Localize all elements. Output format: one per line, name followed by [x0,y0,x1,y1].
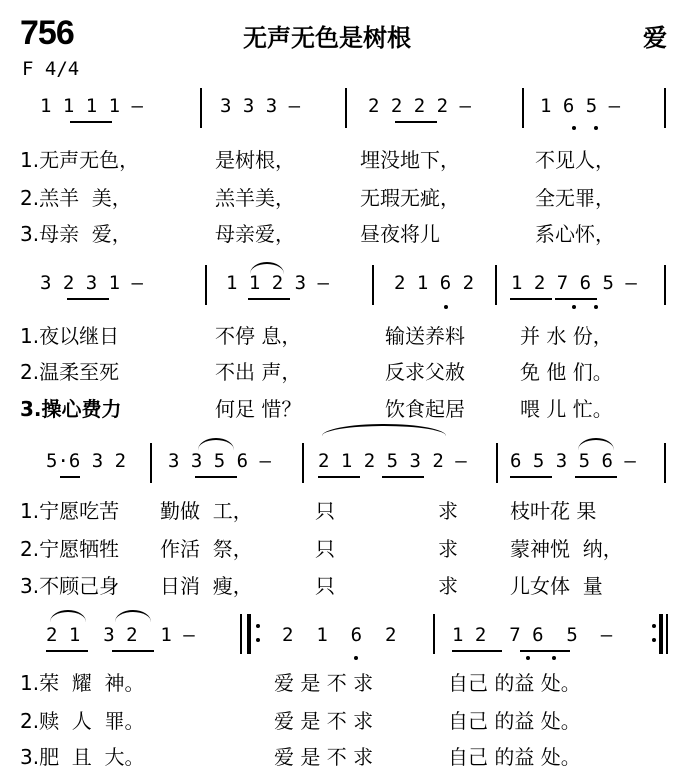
barline [664,265,666,305]
hymn-title: 无声无色是树根 [243,24,411,52]
lyric: 求 [438,499,458,523]
repeat-dot [256,638,260,642]
lyric: 蒙神悦 纳， [510,537,623,561]
lyric: 自己 的益 处。 [448,671,581,695]
barline [664,443,666,483]
beam [112,650,154,652]
slur [198,438,234,450]
barline [345,88,347,128]
lyric: 作活 祭， [160,537,253,561]
beam [510,298,552,300]
lyric: 只 [315,537,335,561]
lyric: 3.肥 且 大。 [20,745,145,769]
hymn-number: 756 [20,14,74,52]
measure: 5·6 3 2 [46,450,127,472]
lyric: 喂 儿 忙。 [520,397,613,421]
measure: 3 3 5 6 — [168,450,271,472]
barline [302,443,304,483]
lyric: 2.赎 人 罪。 [20,709,145,733]
lyric: 何足 惜？ [215,397,302,421]
lyric: 不出 声， [215,360,302,384]
lyric: 无瑕无疵， [360,186,460,210]
barline [496,443,498,483]
low-dot [444,305,448,309]
lyric: 不见人， [535,148,615,172]
lyric: 不停 息， [215,324,302,348]
lyric: 饮食起居 [385,397,465,421]
lyric: 并 水 份， [520,324,613,348]
barline [372,265,374,305]
barline [433,614,435,654]
measure: 2 1 2 5 3 2 — [318,450,467,472]
lyric: 免 他 们。 [520,360,613,384]
barline [659,614,663,654]
beam [318,476,360,478]
lyric: 1.宁愿吃苦 [20,499,120,523]
beam [46,650,88,652]
lyric: 1.无声无色， [20,148,140,172]
slur [115,610,151,622]
lyric: 求 [438,574,458,598]
lyric: 勤做 工， [160,499,253,523]
lyric: 埋没地下， [360,148,460,172]
beam [67,298,109,300]
lyric: 只 [315,574,335,598]
category-label: 爱 [643,24,667,52]
barline [200,88,202,128]
measure: 3 3 3 — [220,95,301,117]
measure: 1 2 7 6 5 — [452,624,613,646]
lyric: 是树根， [215,148,295,172]
measure: 1 1 1 1 — [40,95,143,117]
low-dot [594,126,598,130]
barline [495,265,497,305]
lyric: 母亲爱， [215,222,295,246]
beam [452,650,502,652]
lyric: 3.不顾己身 [20,574,120,598]
measure: 3 2 3 1 — [40,272,143,294]
lyric: 3.操心费力 [20,397,122,421]
repeat-dot [652,638,656,642]
lyric: 输送养料 [385,324,465,348]
slur [322,424,446,436]
lyric: 3.母亲 爱， [20,222,132,246]
lyric: 爱 是 不 求 [274,745,374,769]
key-signature: F 4/4 [22,58,80,80]
beam [520,650,570,652]
barline [664,88,666,128]
barline [150,443,152,483]
repeat-dot [652,624,656,628]
beam [382,476,424,478]
lyric: 只 [315,499,335,523]
measure: 2 1 6 2 [282,624,397,646]
lyric: 1.夜以继日 [20,324,120,348]
measure: 6 5 3 5 6 — [510,450,636,472]
lyric: 爱 是 不 求 [274,671,374,695]
low-dot [354,656,358,660]
lyric: 2.温柔至死 [20,360,120,384]
lyric: 2.羔羊 美， [20,186,132,210]
slur [250,262,284,274]
measure: 2 1 6 2 [394,272,475,294]
slur [578,438,614,450]
measure: 1 1 2 3 — [226,272,329,294]
lyric: 2.宁愿牺牲 [20,537,120,561]
low-dot [552,656,556,660]
low-dot [572,126,576,130]
barline [522,88,524,128]
beam [575,476,617,478]
beam [195,476,237,478]
low-dot [594,305,598,309]
lyric: 日消 瘦， [160,574,253,598]
lyric: 反求父赦 [385,360,465,384]
slur [50,610,86,622]
beam [248,298,290,300]
barline [666,614,668,654]
lyric: 全无罪， [535,186,615,210]
beam [60,476,80,478]
beam [395,121,437,123]
barline [240,614,242,654]
measure: 1 6 5 — [540,95,621,117]
lyric: 儿女体 量 [510,574,603,598]
repeat-dot [256,624,260,628]
beam [70,121,112,123]
lyric: 求 [438,537,458,561]
barline [247,614,251,654]
lyric: 羔羊美， [215,186,295,210]
measure: 2 2 2 2 — [368,95,471,117]
lyric: 自己 的益 处。 [448,709,581,733]
low-dot [526,656,530,660]
measure: 1 2 7 6 5 — [511,272,637,294]
beam [555,298,597,300]
lyric: 系心怀， [535,222,615,246]
lyric: 自己 的益 处。 [448,745,581,769]
barline [205,265,207,305]
lyric: 爱 是 不 求 [274,709,374,733]
measure: 2 1 3 2 1 — [46,624,195,646]
lyric: 昼夜将儿 [360,222,440,246]
low-dot [572,305,576,309]
beam [510,476,552,478]
lyric: 枝叶花 果 [510,499,597,523]
lyric: 1.荣 耀 神。 [20,671,145,695]
